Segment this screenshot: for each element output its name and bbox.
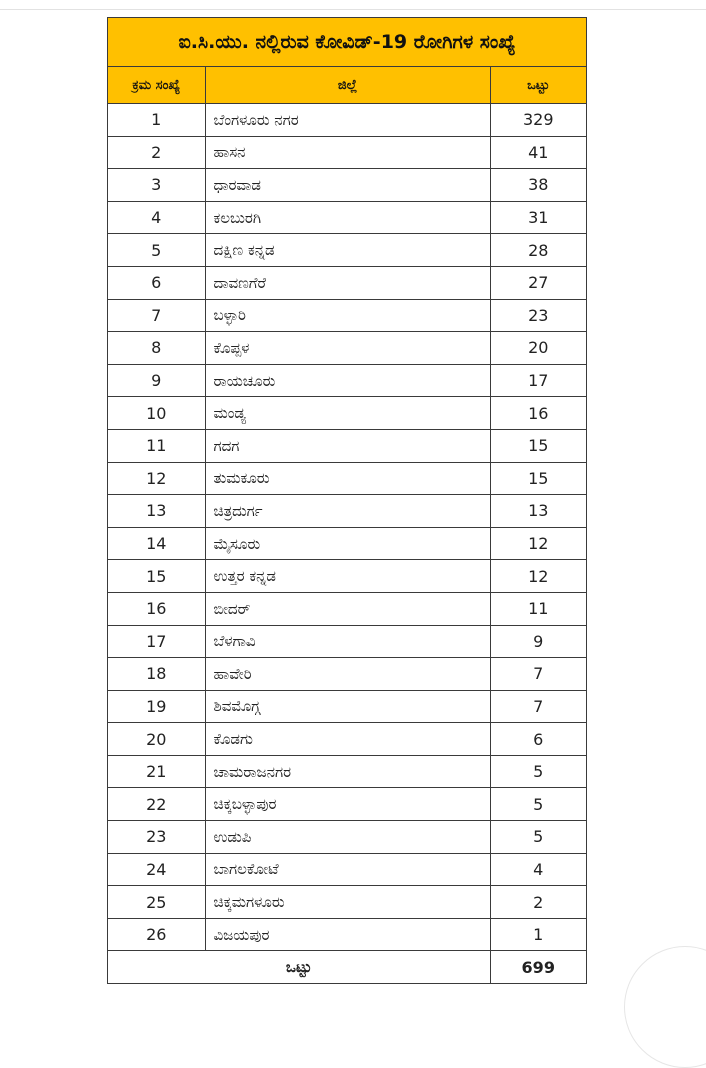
table-title: ಐ.ಸಿ.ಯು. ನಲ್ಲಿರುವ ಕೋವಿಡ್-19 ರೋಗಿಗಳ ಸಂಖ್ಯೆ [108,18,586,67]
table-row [108,201,586,234]
row-patient-count: 15 [490,462,586,495]
corner-decoration [624,946,706,1068]
row-serial-number: 3 [108,169,205,202]
row-serial-number: 12 [108,462,205,495]
row-district-name: ಕೊಪ್ಪಳ [205,332,490,365]
row-patient-count: 6 [490,723,586,756]
row-district-name: ಬೆಂಗಳೂರು ನಗರ [205,104,490,137]
row-patient-count: 38 [490,169,586,202]
icu-patients-table [108,67,586,983]
table-row [108,332,586,365]
row-district-name: ಉಡುಪಿ [205,821,490,854]
table-row [108,495,586,528]
table-row [108,690,586,723]
table-row [108,560,586,593]
row-serial-number: 21 [108,755,205,788]
row-serial-number: 7 [108,299,205,332]
row-patient-count: 12 [490,560,586,593]
row-patient-count: 28 [490,234,586,267]
row-serial-number: 10 [108,397,205,430]
row-district-name: ಚಿತ್ರದುರ್ಗ [205,495,490,528]
top-divider [0,9,706,10]
row-district-name: ಬೀದರ್ [205,592,490,625]
header-district: ಜಿಲ್ಲೆ [205,67,490,104]
row-serial-number: 26 [108,918,205,951]
row-district-name: ಬೆಳಗಾವಿ [205,625,490,658]
table-body [108,104,586,951]
row-patient-count: 41 [490,136,586,169]
row-serial-number: 2 [108,136,205,169]
row-district-name: ತುಮಕೂರು [205,462,490,495]
row-patient-count: 23 [490,299,586,332]
row-district-name: ಹಾಸನ [205,136,490,169]
total-label: ಒಟ್ಟು [108,951,490,983]
row-serial-number: 13 [108,495,205,528]
row-serial-number: 1 [108,104,205,137]
row-patient-count: 5 [490,755,586,788]
table-row [108,169,586,202]
header-serial-number: ಕ್ರಮ ಸಂಖ್ಯೆ [108,67,205,104]
row-serial-number: 19 [108,690,205,723]
row-serial-number: 17 [108,625,205,658]
row-patient-count: 7 [490,690,586,723]
row-district-name: ಚಿಕ್ಕಮಗಳೂರು [205,886,490,919]
row-patient-count: 20 [490,332,586,365]
table-row [108,658,586,691]
row-serial-number: 14 [108,527,205,560]
row-serial-number: 15 [108,560,205,593]
table-row [108,918,586,951]
row-patient-count: 2 [490,886,586,919]
row-patient-count: 5 [490,788,586,821]
row-serial-number: 20 [108,723,205,756]
row-serial-number: 23 [108,821,205,854]
row-patient-count: 5 [490,821,586,854]
row-district-name: ರಾಯಚೂರು [205,364,490,397]
table-row [108,397,586,430]
table-row [108,429,586,462]
row-district-name: ಶಿವಮೊಗ್ಗ [205,690,490,723]
row-patient-count: 9 [490,625,586,658]
table-row [108,592,586,625]
row-patient-count: 27 [490,266,586,299]
row-patient-count: 7 [490,658,586,691]
row-serial-number: 18 [108,658,205,691]
row-patient-count: 1 [490,918,586,951]
row-serial-number: 25 [108,886,205,919]
row-serial-number: 22 [108,788,205,821]
row-district-name: ವಿಜಯಪುರ [205,918,490,951]
table-row [108,723,586,756]
table-row [108,462,586,495]
row-patient-count: 16 [490,397,586,430]
table-row [108,755,586,788]
table-total-row [108,951,586,983]
row-patient-count: 15 [490,429,586,462]
row-serial-number: 4 [108,201,205,234]
row-serial-number: 24 [108,853,205,886]
row-patient-count: 13 [490,495,586,528]
row-district-name: ಮಂಡ್ಯ [205,397,490,430]
row-district-name: ಮೈಸೂರು [205,527,490,560]
table-row [108,364,586,397]
row-district-name: ಚಾಮರಾಜನಗರ [205,755,490,788]
row-serial-number: 9 [108,364,205,397]
row-serial-number: 16 [108,592,205,625]
table-row [108,625,586,658]
table-row [108,821,586,854]
row-district-name: ಗದಗ [205,429,490,462]
table-header-row [108,67,586,104]
table-row [108,234,586,267]
table-row [108,527,586,560]
row-patient-count: 329 [490,104,586,137]
row-district-name: ದಕ್ಷಿಣ ಕನ್ನಡ [205,234,490,267]
row-serial-number: 5 [108,234,205,267]
row-district-name: ಕೊಡಗು [205,723,490,756]
row-patient-count: 4 [490,853,586,886]
table-row [108,886,586,919]
row-district-name: ಹಾವೇರಿ [205,658,490,691]
row-patient-count: 11 [490,592,586,625]
row-district-name: ದಾವಣಗೆರೆ [205,266,490,299]
row-patient-count: 31 [490,201,586,234]
row-serial-number: 6 [108,266,205,299]
row-district-name: ಕಲಬುರಗಿ [205,201,490,234]
row-district-name: ಬಾಗಲಕೋಟೆ [205,853,490,886]
row-patient-count: 12 [490,527,586,560]
table-row [108,299,586,332]
row-patient-count: 17 [490,364,586,397]
table-row [108,853,586,886]
table-row [108,788,586,821]
grand-total-value: 699 [490,951,586,983]
row-serial-number: 8 [108,332,205,365]
table-row [108,266,586,299]
header-total: ಒಟ್ಟು [490,67,586,104]
row-serial-number: 11 [108,429,205,462]
row-district-name: ಧಾರವಾಡ [205,169,490,202]
row-district-name: ಉತ್ತರ ಕನ್ನಡ [205,560,490,593]
row-district-name: ಚಿಕ್ಕಬಳ್ಳಾಪುರ [205,788,490,821]
icu-covid-table-document [107,17,587,984]
row-district-name: ಬಳ್ಳಾರಿ [205,299,490,332]
table-row [108,104,586,137]
table-row [108,136,586,169]
